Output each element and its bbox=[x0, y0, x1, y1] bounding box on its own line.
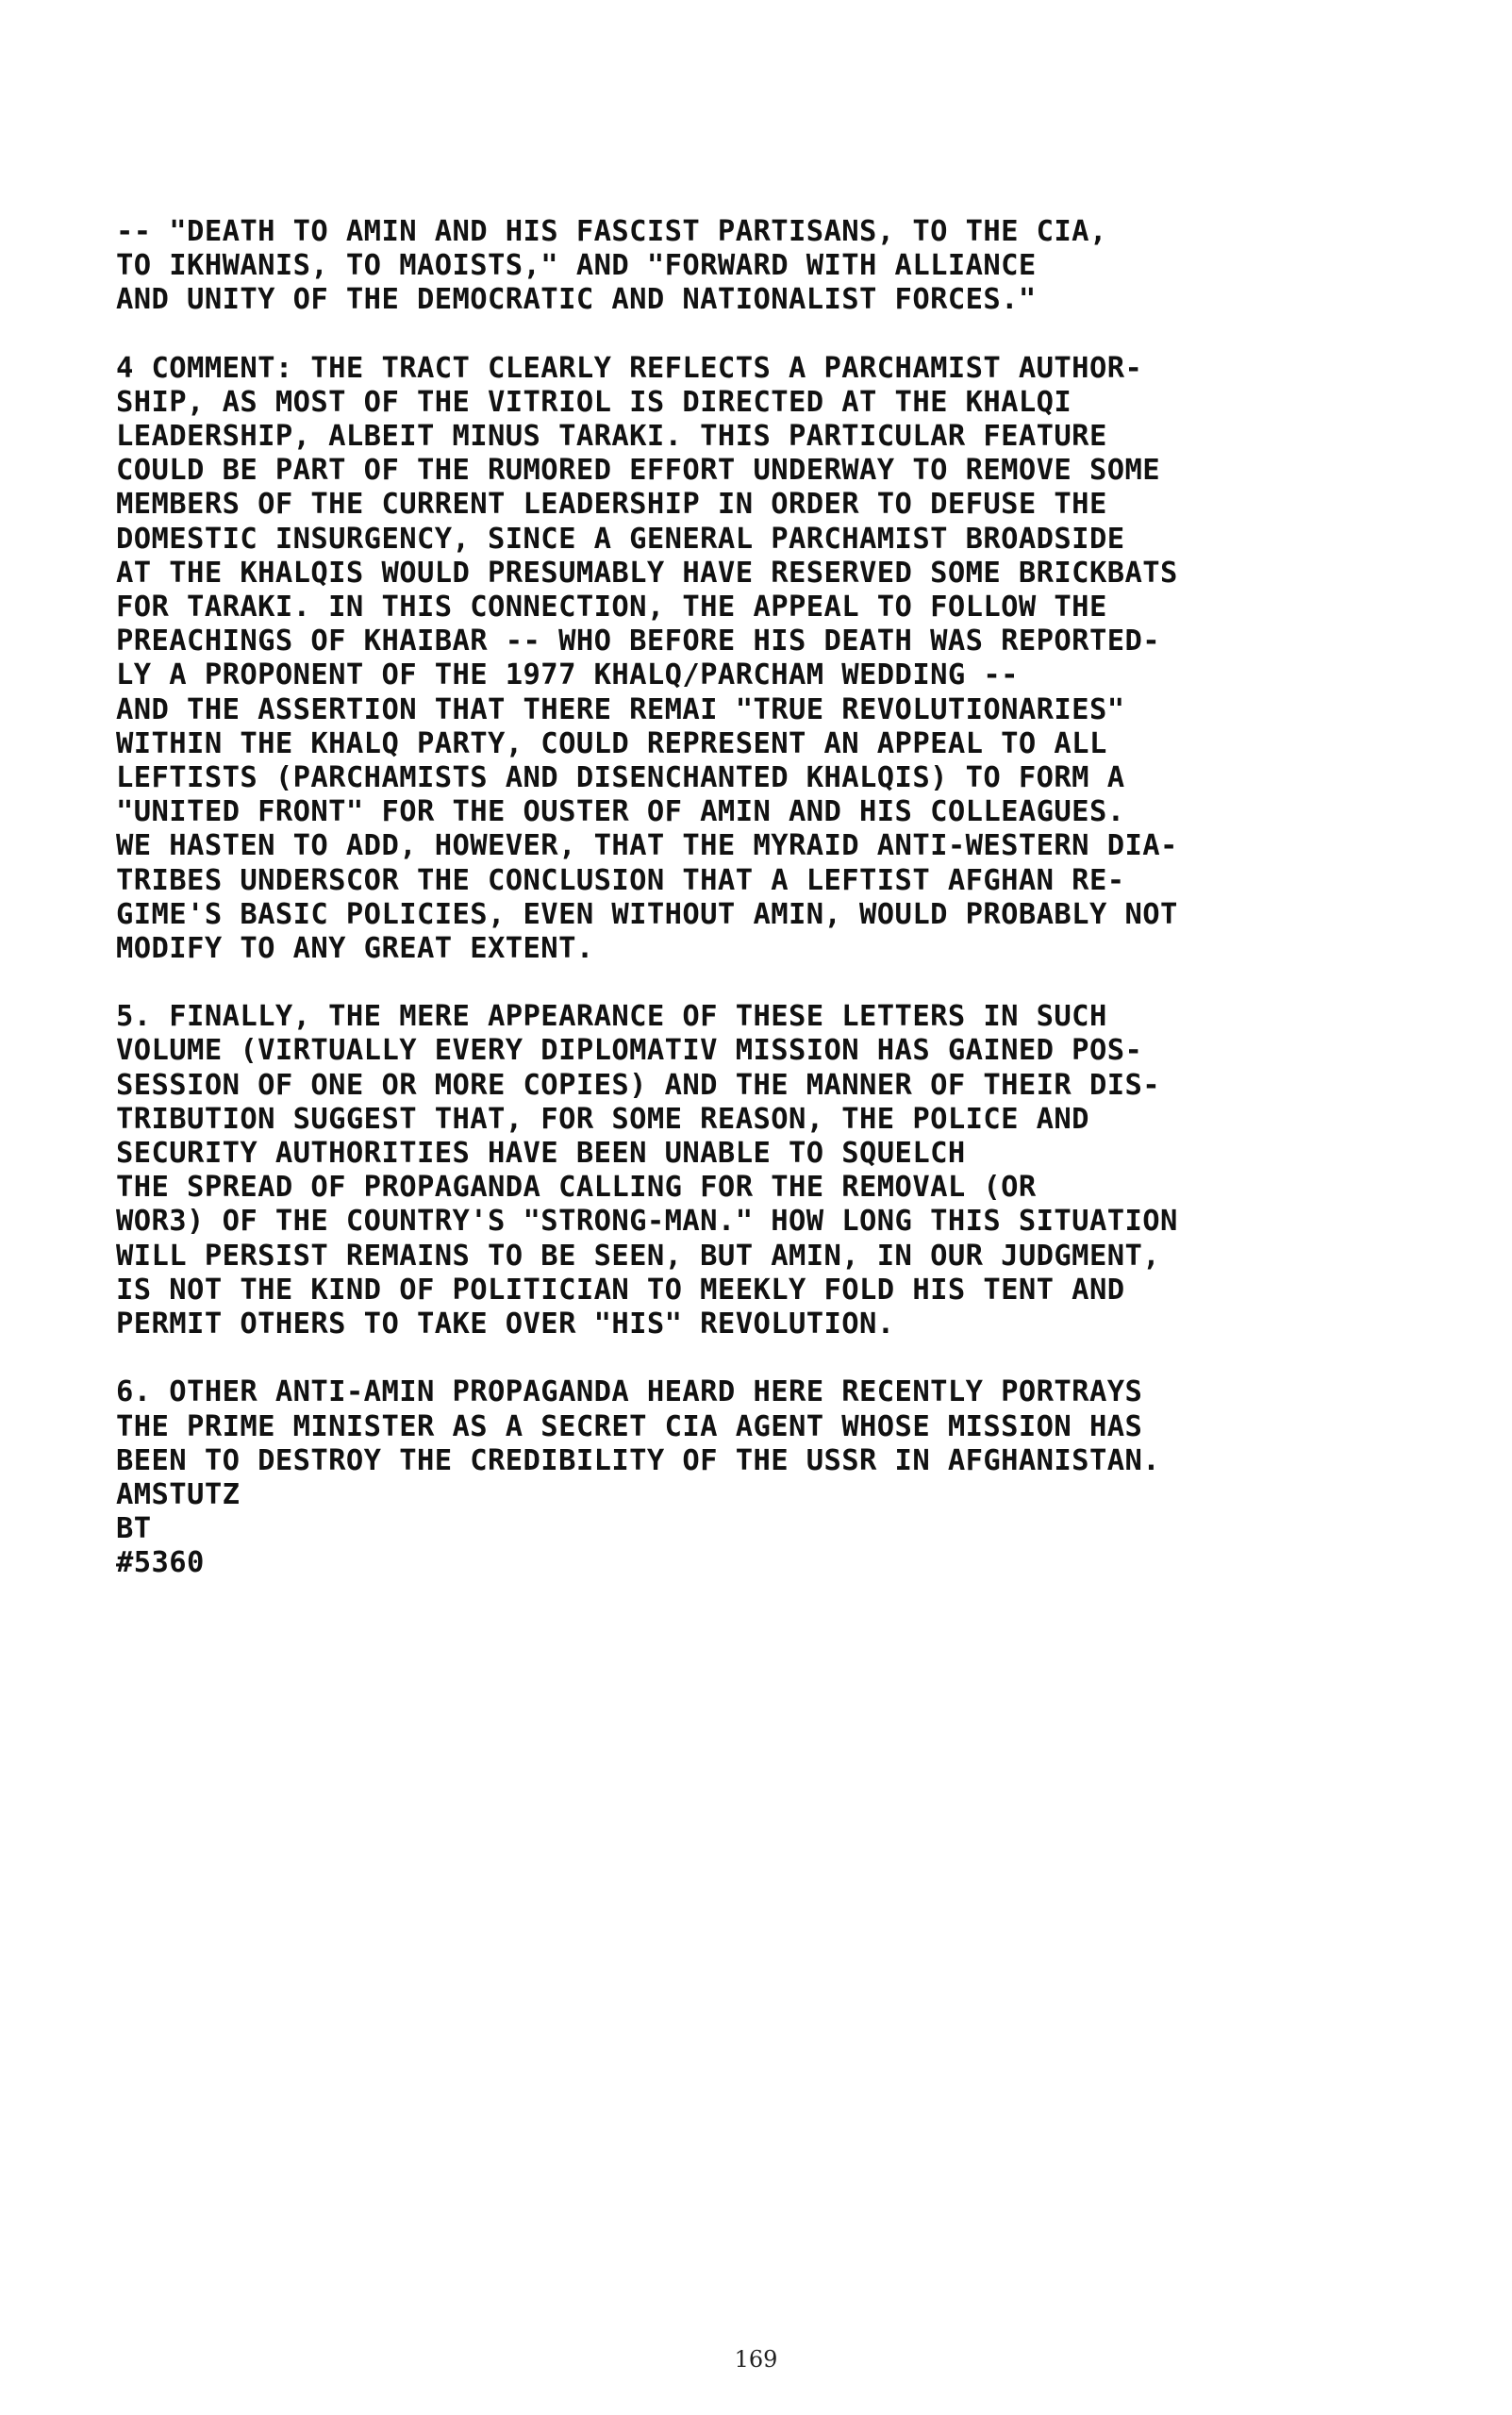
signature-line: AMSTUTZ bbox=[116, 1477, 241, 1511]
paragraph-slogans bbox=[116, 215, 1380, 318]
text-line: TRIBES UNDERSCOR THE CONCLUSION THAT A LEFTIST AFGHAN RE- bbox=[116, 863, 1125, 897]
text-line: MODIFY TO ANY GREAT EXTENT. bbox=[116, 932, 594, 966]
text-line: SECURITY AUTHORITIES HAVE BEEN UNABLE TO SQUELCH bbox=[116, 1137, 966, 1171]
paragraph-6 bbox=[116, 1375, 1380, 1580]
text-line: FOR TARAKI. IN THIS CONNECTION, THE APPEAL TO FOLLOW THE bbox=[116, 591, 1107, 625]
page-number: 169 bbox=[734, 2346, 778, 2373]
text-line: GIME'S BASIC POLICIES, EVEN WITHOUT AMIN, WOULD PROBABLY NOT bbox=[116, 897, 1178, 931]
text-line: -- "DEATH TO AMIN AND HIS FASCIST PARTISANS, TO THE CIA, bbox=[116, 215, 1107, 248]
paragraph-5 bbox=[116, 1000, 1380, 1341]
cable-text bbox=[116, 215, 1380, 1615]
text-line: WILL PERSIST REMAINS TO BE SEEN, BUT AMIN, IN OUR JUDGMENT, bbox=[116, 1239, 1160, 1273]
text-line: MEMBERS OF THE CURRENT LEADERSHIP IN ORDER TO DEFUSE THE bbox=[116, 488, 1107, 522]
text-line: VOLUME (VIRTUALLY EVERY DIPLOMATIV MISSION HAS GAINED POS- bbox=[116, 1034, 1143, 1068]
text-line: WITHIN THE KHALQ PARTY, COULD REPRESENT AN APPEAL TO ALL bbox=[116, 726, 1107, 760]
text-line: PREACHINGS OF KHAIBAR -- WHO BEFORE HIS DEATH WAS REPORTED- bbox=[116, 625, 1160, 658]
text-line: SESSION OF ONE OR MORE COPIES) AND THE MANNER OF THEIR DIS- bbox=[116, 1068, 1160, 1102]
text-line: 5. FINALLY, THE MERE APPEARANCE OF THESE LETTERS IN SUCH bbox=[116, 1000, 1107, 1034]
text-line: AND THE ASSERTION THAT THERE REMAI "TRUE REVOLUTIONARIES" bbox=[116, 692, 1125, 726]
text-line: 4 COMMENT: THE TRACT CLEARLY REFLECTS A PARCHAMIST AUTHOR- bbox=[116, 351, 1143, 385]
break-marker: BT bbox=[116, 1512, 152, 1546]
text-line: IS NOT THE KIND OF POLITICIAN TO MEEKLY FOLD HIS TENT AND bbox=[116, 1273, 1125, 1307]
text-line: WOR3) OF THE COUNTRY'S "STRONG-MAN." HOW LONG THIS SITUATION bbox=[116, 1205, 1178, 1239]
text-line: 6. OTHER ANTI-AMIN PROPAGANDA HEARD HERE RECENTLY PORTRAYS bbox=[116, 1375, 1143, 1409]
text-line: WE HASTEN TO ADD, HOWEVER, THAT THE MYRAID ANTI-WESTERN DIA- bbox=[116, 829, 1178, 863]
text-line: LEADERSHIP, ALBEIT MINUS TARAKI. THIS PARTICULAR FEATURE bbox=[116, 420, 1107, 454]
text-line: TO IKHWANIS, TO MAOISTS," AND "FORWARD WITH ALLIANCE bbox=[116, 249, 1037, 283]
text-line: PERMIT OTHERS TO TAKE OVER "HIS" REVOLUTION. bbox=[116, 1307, 895, 1341]
text-line: SHIP, AS MOST OF THE VITRIOL IS DIRECTED AT THE KHALQI bbox=[116, 385, 1072, 419]
text-line: LY A PROPONENT OF THE 1977 KHALQ/PARCHAM WEDDING -- bbox=[116, 658, 1019, 692]
text-line: AT THE KHALQIS WOULD PRESUMABLY HAVE RESERVED SOME BRICKBATS bbox=[116, 556, 1178, 590]
text-line: BEEN TO DESTROY THE CREDIBILITY OF THE USSR IN AFGHANISTAN. bbox=[116, 1443, 1160, 1477]
text-line: TRIBUTION SUGGEST THAT, FOR SOME REASON, THE POLICE AND bbox=[116, 1102, 1089, 1136]
text-line: THE SPREAD OF PROPAGANDA CALLING FOR THE REMOVAL (OR bbox=[116, 1171, 1037, 1205]
text-line: "UNITED FRONT" FOR THE OUSTER OF AMIN AND HIS COLLEAGUES. bbox=[116, 795, 1125, 829]
text-line: COULD BE PART OF THE RUMORED EFFORT UNDERWAY TO REMOVE SOME bbox=[116, 454, 1160, 488]
text-line: THE PRIME MINISTER AS A SECRET CIA AGENT WHOSE MISSION HAS bbox=[116, 1409, 1143, 1443]
message-number: #5360 bbox=[116, 1546, 205, 1580]
paragraph-comment bbox=[116, 352, 1380, 967]
text-line: DOMESTIC INSURGENCY, SINCE A GENERAL PARCHAMIST BROADSIDE bbox=[116, 522, 1125, 556]
text-line: AND UNITY OF THE DEMOCRATIC AND NATIONALIST FORCES." bbox=[116, 283, 1037, 317]
text-line: LEFTISTS (PARCHAMISTS AND DISENCHANTED KHALQIS) TO FORM A bbox=[116, 761, 1125, 795]
